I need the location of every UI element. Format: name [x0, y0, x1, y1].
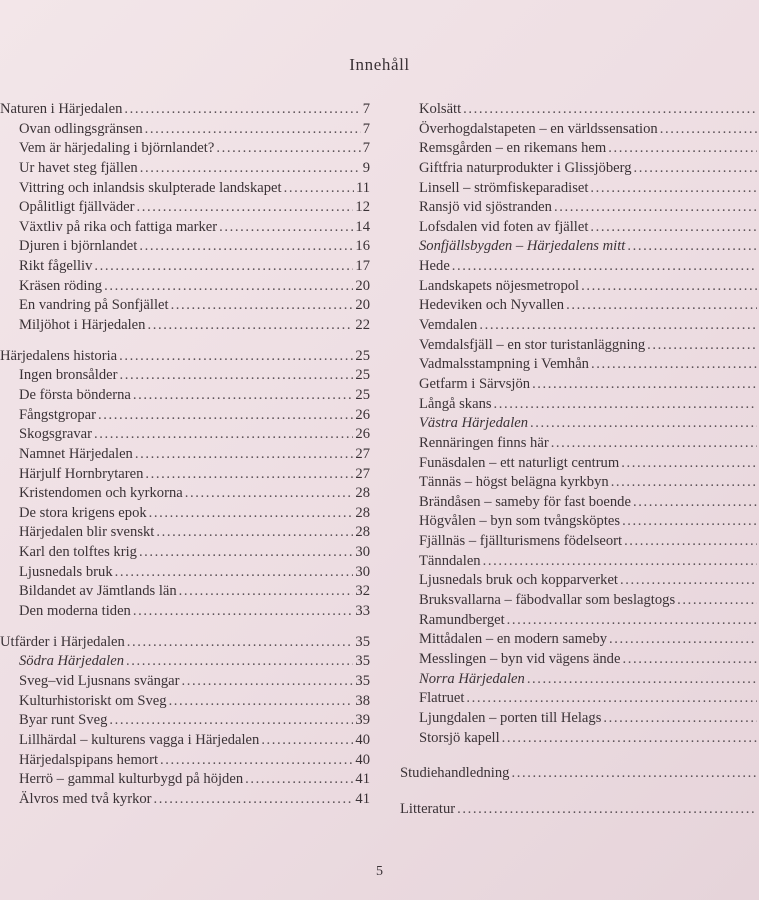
toc-entry-title: Kristendomen och kyrkorna [19, 485, 183, 502]
dot-leader [139, 238, 353, 255]
toc-entry-page: 32 [355, 583, 370, 600]
dot-leader [261, 732, 353, 749]
dot-leader [608, 140, 757, 157]
toc-entry-title: Byar runt Sveg [19, 712, 108, 729]
dot-leader [149, 505, 354, 522]
dot-leader [483, 553, 757, 570]
dot-leader [135, 446, 354, 463]
toc-entry-page: 7 [362, 120, 370, 137]
toc-entry-title: Kräsen röding [19, 277, 103, 294]
toc-entry-page: 27 [355, 445, 370, 462]
toc-entry-title: Linsell – strömfiskeparadiset [419, 179, 589, 196]
toc-entry-page: 40 [355, 731, 370, 748]
toc-entry [0, 544, 370, 564]
dot-leader [147, 317, 353, 334]
toc-entry-title: Ransjö vid sjöstranden [419, 199, 552, 216]
toc-entry [0, 673, 370, 693]
dot-leader [219, 219, 353, 236]
dot-leader [284, 180, 354, 197]
dot-leader [98, 407, 353, 424]
toc-entry [0, 258, 370, 278]
toc-entry-title: De första bönderna [19, 386, 131, 403]
toc-entry [0, 180, 370, 200]
dot-leader [551, 435, 757, 452]
dot-leader [677, 592, 757, 609]
dot-leader [154, 791, 354, 808]
dot-leader [530, 415, 757, 432]
toc-right-column [400, 101, 759, 820]
toc-entry-page: 20 [355, 277, 370, 294]
toc-entry [0, 317, 370, 337]
toc-entry-title: Rikt fågelliv [19, 258, 93, 275]
toc-entry-title: Överhogdalstapeten – en världssensation [419, 120, 658, 137]
toc-entry-title: Giftfria naturprodukter i Glissjöberg [419, 159, 632, 176]
toc-entry-page: 28 [355, 524, 370, 541]
toc-entry-page: 28 [355, 485, 370, 502]
toc-entry [400, 730, 759, 750]
toc-entry [400, 219, 759, 239]
toc-entry [0, 712, 370, 732]
page-number: 5 [376, 864, 383, 879]
toc-entry [400, 592, 759, 612]
toc-entry-title: Landskapets nöjesmetropol [419, 277, 580, 294]
toc-entry [400, 612, 759, 632]
toc-entry-title: Opålitligt fjällväder [19, 199, 135, 216]
toc-entry [400, 553, 759, 573]
toc-entry [400, 317, 759, 337]
dot-leader [104, 278, 353, 295]
toc-entry [400, 180, 759, 200]
toc-entry [400, 765, 759, 785]
toc-entry-title: Härjedalspipans hemort [19, 751, 159, 768]
toc-entry-title: Mittådalen – en modern sameby [419, 631, 608, 648]
dot-leader [609, 631, 757, 648]
toc-entry [400, 474, 759, 494]
toc-entry-title: Herrö – gammal kulturbygd på höjden [19, 771, 244, 788]
toc-entry [0, 583, 370, 603]
toc-entry-page: 7 [362, 101, 370, 117]
toc-entry [0, 219, 370, 239]
dot-leader [182, 673, 354, 690]
toc-entry [400, 396, 759, 416]
toc-entry-title: Högvålen – byn som tvångsköptes [419, 513, 621, 530]
toc-entry-page: 28 [355, 504, 370, 521]
dot-leader [566, 297, 757, 314]
toc-entry [400, 278, 759, 298]
toc-entry-title: Flatruet [419, 690, 465, 707]
dot-leader [622, 651, 757, 668]
dot-leader [603, 710, 757, 727]
toc-entry-title: Lofsdalen vid foten av fjället [419, 218, 589, 235]
toc-entry-title: Fjällnäs – fjällturismens födelseort [419, 533, 623, 550]
dot-leader [145, 466, 353, 483]
toc-entry-title: Brändåsen – sameby för fast boende [419, 493, 631, 510]
toc-left-column [0, 101, 370, 810]
toc-entry [0, 367, 370, 387]
toc-entry-title: Messlingen – byn vid vägens ände [419, 650, 621, 667]
toc-entry [400, 710, 759, 730]
dot-leader [126, 653, 353, 670]
dot-leader [140, 160, 361, 177]
dot-leader [216, 140, 360, 157]
dot-leader [457, 801, 757, 818]
dot-leader [633, 494, 757, 511]
toc-entry-title: Vem är härjedaling i björnlandet? [19, 140, 215, 157]
toc-entry [0, 693, 370, 713]
toc-entry-page: 20 [355, 297, 370, 314]
dot-leader [179, 583, 354, 600]
toc-entry [0, 466, 370, 486]
toc-entry [400, 297, 759, 317]
toc-entry-title: Ingen bronsålder [19, 367, 118, 384]
toc-entry-title: Ovan odlingsgränsen [19, 120, 143, 137]
toc-entry [0, 348, 370, 368]
dot-leader [145, 121, 361, 138]
toc-entry [0, 121, 370, 141]
dot-leader [660, 121, 757, 138]
toc-entry-page: 25 [355, 367, 370, 384]
dot-leader [115, 564, 354, 581]
toc-entry-title: Miljöhot i Härjedalen [19, 317, 146, 334]
toc-entry [400, 258, 759, 278]
toc-entry [0, 564, 370, 584]
toc-entry-title: Sveg–vid Ljusnans svängar [19, 672, 180, 689]
toc-entry [400, 631, 759, 651]
toc-entry-title: Långå skans [419, 395, 492, 412]
toc-entry-page: 27 [355, 465, 370, 482]
toc-entry [400, 494, 759, 514]
toc-entry-page: 22 [355, 317, 370, 334]
toc-entry [0, 140, 370, 160]
toc-entry-title: Sonfjällsbygden – Härjedalens mitt [419, 238, 626, 255]
toc-entry [400, 160, 759, 180]
toc-entry-title: Ramundberget [419, 611, 505, 628]
dot-leader [94, 258, 353, 275]
page-title: Innehåll [349, 55, 410, 74]
toc-entry-page: 33 [355, 603, 370, 620]
dot-leader [127, 634, 354, 651]
toc-entry [400, 238, 759, 258]
toc-entry-title: Norra Härjedalen [419, 670, 525, 687]
toc-entry-page: 16 [355, 238, 370, 255]
toc-entry [0, 653, 370, 673]
toc-entry [0, 505, 370, 525]
toc-entry-page: 26 [355, 406, 370, 423]
dot-leader [502, 730, 757, 747]
dot-leader [494, 396, 757, 413]
dot-leader [554, 199, 757, 216]
toc-entry-title: Lillhärdal – kulturens vagga i Härjedalen [19, 731, 260, 748]
toc-entry [0, 387, 370, 407]
dot-leader [160, 752, 353, 769]
toc-entry-title: Rennäringen finns här [419, 434, 549, 451]
toc-entry-title: Tännäs – högst belägna kyrkbyn [419, 474, 609, 491]
dot-leader [511, 765, 757, 782]
toc-entry [400, 513, 759, 533]
toc-entry-title: Utfärder i Härjedalen [0, 633, 125, 650]
toc-entry [400, 337, 759, 357]
toc-entry-title: Remsgården – en rikemans hem [419, 140, 607, 157]
toc-entry [0, 101, 370, 121]
toc-entry-page: 30 [355, 563, 370, 580]
toc-entry [0, 278, 370, 298]
toc-entry [400, 101, 759, 121]
toc-entry-page: 25 [355, 347, 370, 364]
dot-leader [507, 612, 757, 629]
toc-entry [400, 651, 759, 671]
dot-leader [133, 387, 354, 404]
toc-entry-title: Vittring och inlandsis skulpterade landskapet [19, 179, 282, 196]
dot-leader [611, 474, 757, 491]
toc-entry-title: Fångstgropar [19, 406, 97, 423]
toc-entry [400, 533, 759, 553]
toc-entry [0, 426, 370, 446]
toc-entry-title: Vadmalsstampning i Vemhån [419, 356, 589, 373]
dot-leader [124, 101, 360, 118]
dot-leader [245, 771, 353, 788]
toc-entry [400, 376, 759, 396]
toc-entry-title: Tänndalen [419, 552, 481, 569]
toc-entry [400, 140, 759, 160]
toc-entry-title: Hede [419, 258, 450, 275]
toc-entry [0, 791, 370, 811]
toc-entry [0, 238, 370, 258]
toc-entry-page: 17 [355, 258, 370, 275]
dot-leader [590, 219, 757, 236]
toc-entry [400, 801, 759, 821]
dot-leader [527, 671, 757, 688]
dot-leader [171, 297, 354, 314]
toc-entry-title: Den moderna tiden [19, 603, 131, 620]
toc-entry-page: 30 [355, 544, 370, 561]
dot-leader [139, 544, 353, 561]
dot-leader [532, 376, 757, 393]
toc-entry-title: Älvros med två kyrkor [19, 790, 152, 807]
toc-entry-title: Karl den tolftes krig [19, 544, 137, 561]
dot-leader [119, 367, 353, 384]
toc-entry-title: Vemdalen [419, 317, 478, 334]
dot-leader [137, 199, 354, 216]
toc-entry [0, 732, 370, 752]
toc-entry [0, 752, 370, 772]
toc-entry-page: 41 [355, 790, 370, 807]
toc-entry-page: 11 [355, 179, 370, 196]
toc-entry-title: Ljusnedals bruk [19, 563, 113, 580]
dot-leader [634, 160, 757, 177]
toc-entry-page: 7 [362, 140, 370, 157]
toc-entry-page: 35 [355, 672, 370, 689]
dot-leader [591, 356, 757, 373]
toc-entry-title: Bruksvallarna – fäbodvallar som beslagtogs [419, 592, 676, 609]
toc-entry [0, 199, 370, 219]
toc-entry-title: Storsjö kapell [419, 729, 500, 746]
toc-entry [400, 455, 759, 475]
dot-leader [590, 180, 757, 197]
toc-entry [0, 297, 370, 317]
dot-leader [647, 337, 757, 354]
toc-entry-title: Kolsätt [419, 101, 462, 117]
dot-leader [621, 455, 757, 472]
toc-entry-title: Ljusnedals bruk och kopparverket [419, 572, 618, 589]
toc-entry [400, 671, 759, 691]
toc-entry [400, 415, 759, 435]
toc-entry [0, 524, 370, 544]
toc-entry-page: 12 [355, 199, 370, 216]
toc-entry-page: 35 [355, 633, 370, 650]
toc-entry-title: Funäsdalen – ett naturligt centrum [419, 454, 620, 471]
toc-entry [400, 572, 759, 592]
toc-entry [400, 690, 759, 710]
toc-entry [0, 771, 370, 791]
toc-entry-title: Ur havet steg fjällen [19, 159, 138, 176]
toc-entry [0, 446, 370, 466]
toc-entry-page: 40 [355, 751, 370, 768]
toc-entry-page: 41 [355, 771, 370, 788]
toc-entry-title: Vemdalsfjäll – en stor turistanläggning [419, 336, 646, 353]
dot-leader [109, 712, 353, 729]
toc-entry-title: Härjedalens historia [0, 347, 118, 364]
toc-entry [0, 634, 370, 654]
dot-leader [133, 603, 354, 620]
toc-entry-title: Bildandet av Jämtlands län [19, 583, 177, 600]
toc-entry-page: 25 [355, 386, 370, 403]
toc-entry-title: De stora krigens epok [19, 504, 147, 521]
toc-entry-title: Getfarm i Särvsjön [419, 375, 531, 392]
dot-leader [479, 317, 757, 334]
toc-entry [400, 121, 759, 141]
dot-leader [622, 513, 757, 530]
toc-entry-title: Skogsgravar [19, 426, 92, 443]
toc-entry-page: 38 [355, 692, 370, 709]
toc-entry-page: 26 [355, 426, 370, 443]
toc-entry-title: Härjulf Hornbrytaren [19, 465, 144, 482]
dot-leader [94, 426, 353, 443]
toc-entry-title: Ljungdalen – porten till Helags [419, 709, 602, 726]
dot-leader [185, 485, 354, 502]
toc-entry-page: 9 [362, 159, 370, 176]
dot-leader [466, 690, 757, 707]
toc-entry [400, 435, 759, 455]
toc-entry-title: Södra Härjedalen [19, 653, 124, 670]
dot-leader [463, 101, 757, 118]
toc-entry-title: Namnet Härjedalen [19, 445, 133, 462]
toc-entry-title: Studiehandledning [400, 765, 510, 782]
dot-leader [581, 278, 757, 295]
dot-leader [627, 238, 757, 255]
toc-entry [0, 407, 370, 427]
toc-entry-title: Härjedalen blir svenskt [19, 524, 155, 541]
toc-entry-title: Naturen i Härjedalen [0, 101, 123, 117]
toc-entry [0, 485, 370, 505]
toc-entry [400, 356, 759, 376]
toc-entry-title: Kulturhistoriskt om Sveg [19, 692, 167, 709]
toc-entry [400, 199, 759, 219]
toc-entry-title: Växtliv på rika och fattiga marker [19, 218, 218, 235]
toc-entry-page: 39 [355, 712, 370, 729]
toc-entry [0, 603, 370, 623]
toc-entry-title: Hedeviken och Nyvallen [419, 297, 565, 314]
dot-leader [624, 533, 757, 550]
dot-leader [169, 693, 354, 710]
toc-entry-title: Västra Härjedalen [419, 415, 529, 432]
toc-entry-page: 35 [355, 653, 370, 670]
toc-entry-title: En vandring på Sonfjället [19, 297, 169, 314]
toc-entry-title: Litteratur [400, 800, 456, 817]
dot-leader [452, 258, 757, 275]
dot-leader [119, 348, 353, 365]
dot-leader [620, 572, 757, 589]
toc-entry-page: 14 [355, 218, 370, 235]
toc-entry-title: Djuren i björnlandet [19, 238, 138, 255]
toc-entry [0, 160, 370, 180]
dot-leader [156, 524, 353, 541]
